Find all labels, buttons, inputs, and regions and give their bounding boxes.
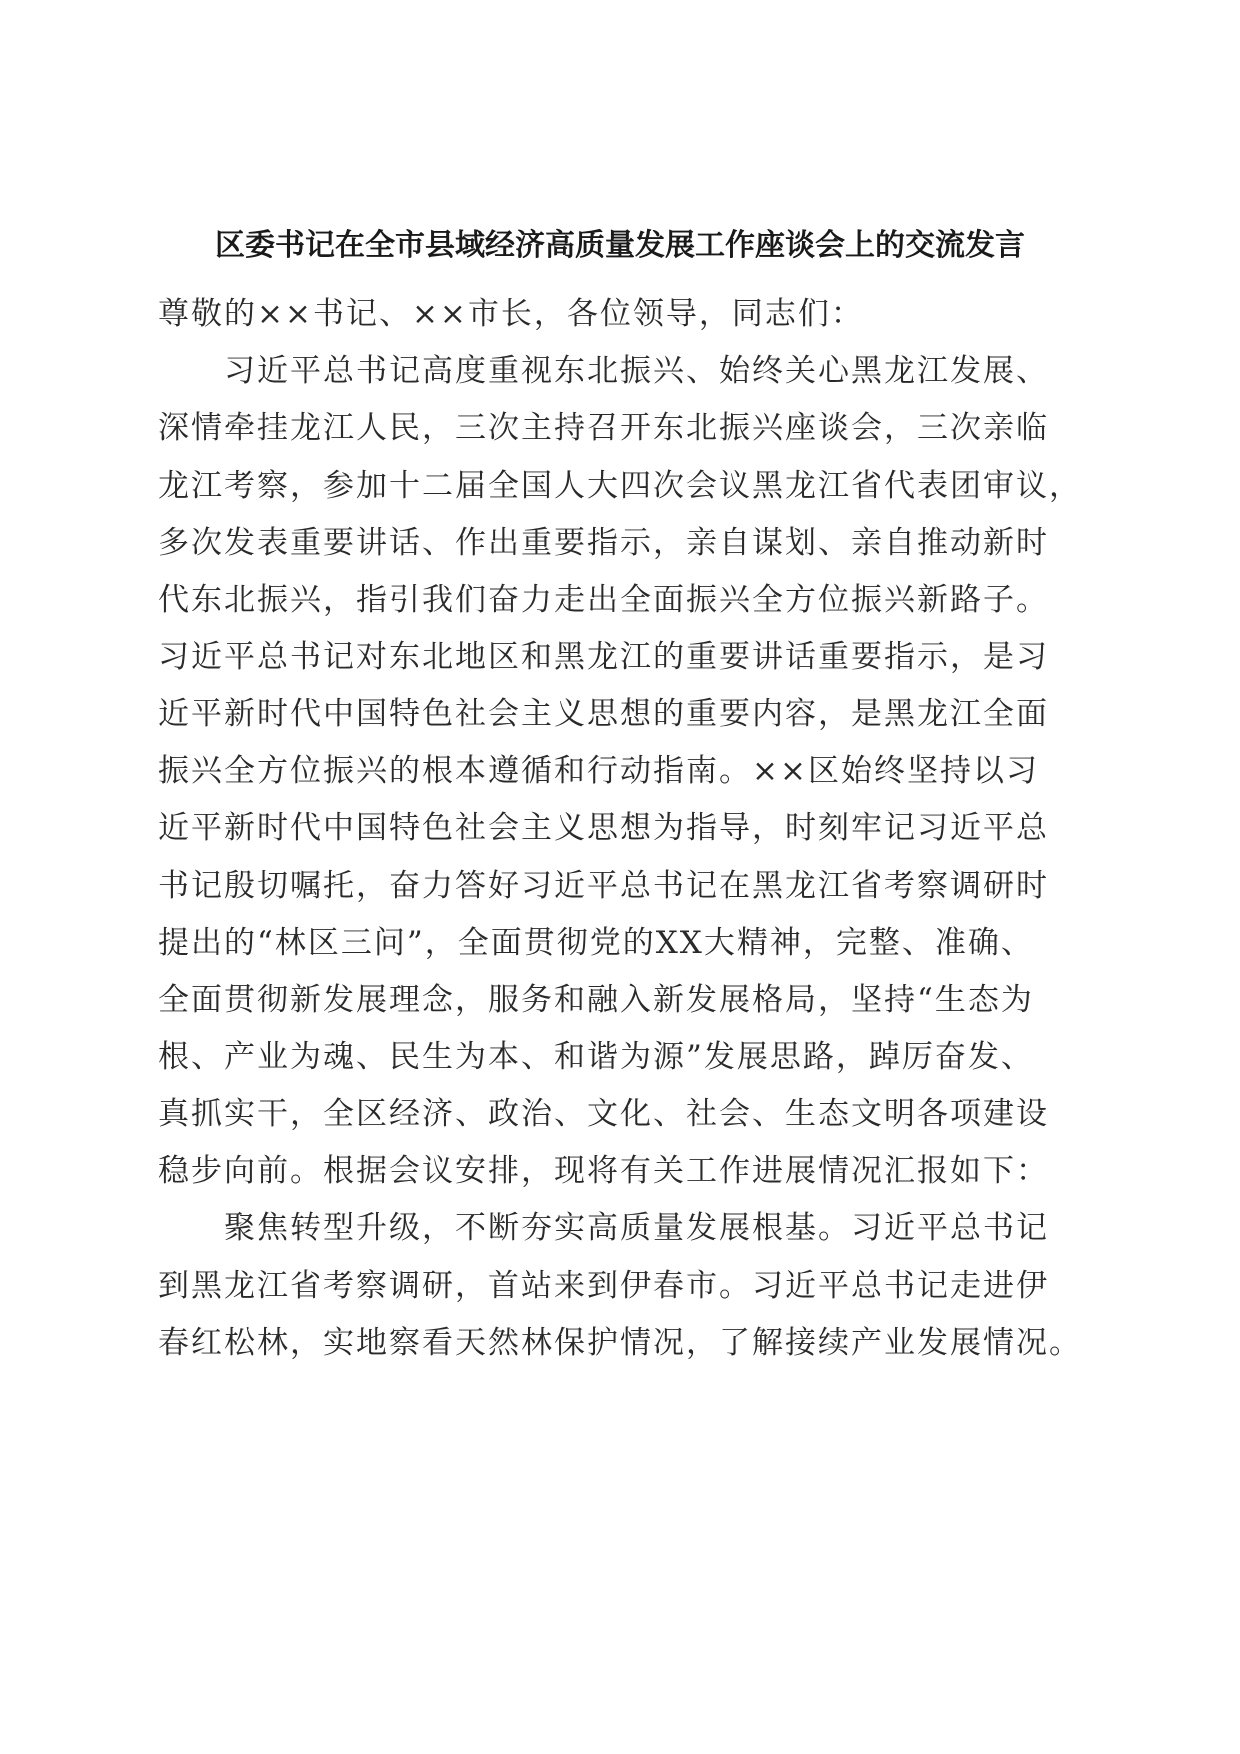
paragraph-1-line-14: 真抓实干，全区经济、政治、文化、社会、生态文明各项建设: [158, 1096, 1049, 1132]
paragraph-1-line-6: 习近平总书记对东北地区和黑龙江的重要讲话重要指示，是习: [158, 639, 1049, 675]
document-title: 区委书记在全市县域经济高质量发展工作座谈会上的交流发言: [215, 228, 1025, 263]
paragraph-1-line-12: 全面贯彻新发展理念，服务和融入新发展格局，坚持“生态为: [158, 982, 1034, 1018]
paragraph-1-line-4: 多次发表重要讲话、作出重要指示，亲自谋划、亲自推动新时: [158, 525, 1049, 561]
paragraph-1-line-3: 龙江考察，参加十二届全国人大四次会议黑龙江省代表团审议，: [158, 468, 1082, 504]
paragraph-1-line-9: 近平新时代中国特色社会主义思想为指导，时刻牢记习近平总: [158, 810, 1049, 846]
paragraph-1-line-15: 稳步向前。根据会议安排，现将有关工作进展情况汇报如下：: [158, 1153, 1049, 1189]
paragraph-1-line-10: 书记殷切嘱托，奋力答好习近平总书记在黑龙江省考察调研时: [158, 868, 1049, 904]
paragraph-1-line-5: 代东北振兴，指引我们奋力走出全面振兴全方位振兴新路子。: [158, 582, 1049, 618]
paragraph-1-line-7: 近平新时代中国特色社会主义思想的重要内容，是黑龙江全面: [158, 696, 1049, 732]
paragraph-1-line-11: 提出的“林区三问”，全面贯彻党的XX大精神，完整、准确、: [158, 925, 1034, 961]
paragraph-1-line-2: 深情牵挂龙江人民，三次主持召开东北振兴座谈会，三次亲临: [158, 410, 1049, 446]
paragraph-1-line-13: 根、产业为魂、民生为本、和谐为源”发展思路，踔厉奋发、: [158, 1039, 1034, 1075]
paragraph-2-line-1: 聚焦转型升级，不断夯实高质量发展根基。习近平总书记: [224, 1210, 1049, 1246]
salutation-line: 尊敬的××书记、××市长，各位领导，同志们：: [158, 296, 864, 332]
paragraph-1-line-1: 习近平总书记高度重视东北振兴、始终关心黑龙江发展、: [224, 353, 1049, 389]
paragraph-2-line-3: 春红松林，实地察看天然林保护情况，了解接续产业发展情况。: [158, 1325, 1082, 1361]
paragraph-1-line-8: 振兴全方位振兴的根本遵循和行动指南。××区始终坚持以习: [158, 753, 1039, 789]
paragraph-2-line-2: 到黑龙江省考察调研，首站来到伊春市。习近平总书记走进伊: [158, 1268, 1049, 1304]
